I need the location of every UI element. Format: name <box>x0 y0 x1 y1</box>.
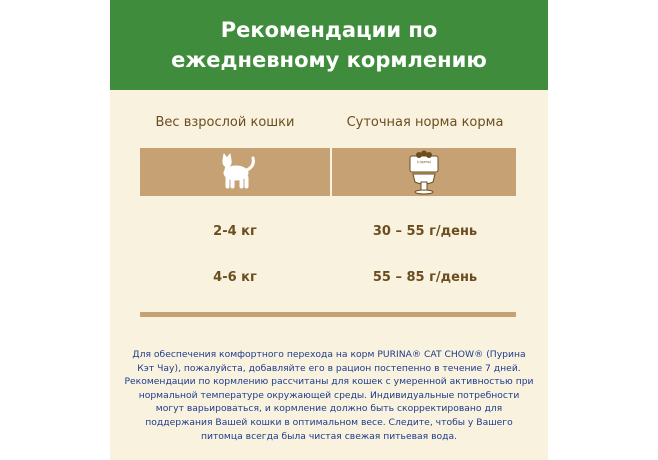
table-bottom-bar <box>140 312 516 317</box>
norm-icon-strip <box>332 148 516 196</box>
row-1-weight: 2-4 кг <box>213 224 257 239</box>
feeding-note: Для обеспечения комфортного перехода на корм PURINA® CAT CHOW® (Пурина Кэт Чау), пожалуйста, добавляйте его в рацион постепенно в течение 7 дней. Рекомендации по кормлению рассчитаны для кошек с умеренной активностью при нормальной температуре окружающей среды. Индивидуальные потребности могут варьироваться, и кормление должно быть скорректировано для поддержания Вашей кошки в оптимальном весе. Следите, чтобы у Вашего питомца всегда была чистая свежая питьевая вода. <box>124 349 534 442</box>
norm-column-header: Суточная норма корма <box>346 115 504 130</box>
title-banner <box>110 0 548 90</box>
bowl-unit-label: (г/день) <box>416 160 432 164</box>
cat-icon <box>211 150 259 194</box>
row-1-norm: 30 – 55 г/день <box>372 224 478 239</box>
row-2-norm: 55 – 85 г/день <box>372 270 478 285</box>
feeding-card <box>110 0 548 460</box>
banner-title: Рекомендации по ежедневному кормлению <box>171 18 487 72</box>
weight-column-header: Вес взрослой кошки <box>155 115 295 130</box>
weight-icon-strip <box>140 148 330 196</box>
row-2-weight: 4-6 кг <box>213 270 257 285</box>
food-bowl-icon <box>402 149 446 195</box>
